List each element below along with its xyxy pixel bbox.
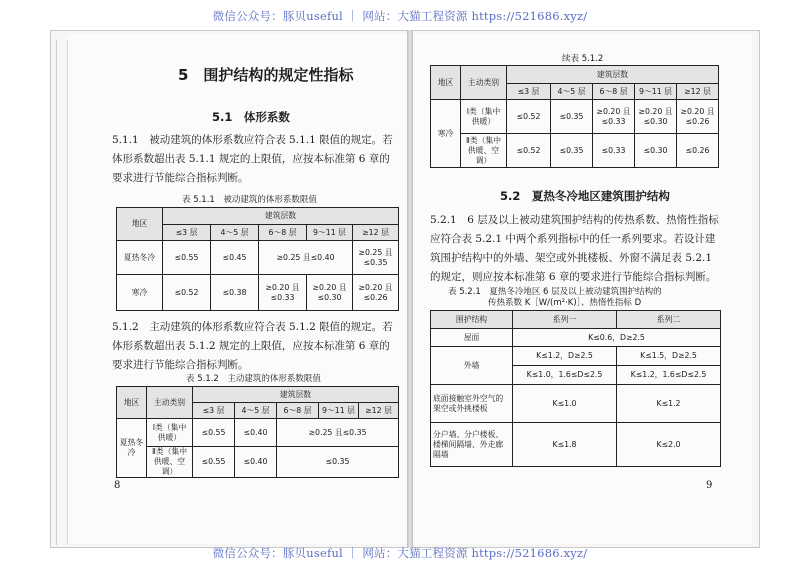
clause-5-1-1: 5.1.1 被动建筑的体形系数应符合表 5.1.1 限值的规定。若体形系数超出表 5.1.1 规定的上限值，应按本标准第 6 章的要求进行节能综合指标判断。 bbox=[112, 134, 393, 184]
col-header: 4～5 层 bbox=[551, 84, 593, 100]
table-row bbox=[431, 134, 719, 168]
table-5-1-1 bbox=[116, 207, 399, 311]
col-header: ≤3 层 bbox=[163, 225, 211, 241]
table-5-1-2-continued bbox=[430, 65, 719, 168]
clause-5-2-1: 5.2.1 6 层及以上被动建筑围护结构的传热系数、热惰性指标应符合表 5.2.1 中两个系列指标中的任一系列要求。若设计建筑围护结构中的外墙、架空或外挑楼板、外窗不满足表 5.2.1 的规定，则应按本标准第 6 章的要求进行节能综合指标判断。 bbox=[430, 214, 719, 283]
header-floors: 建筑层数 bbox=[507, 66, 719, 84]
table-cell: Ⅱ类（集中供暖、空调） bbox=[461, 134, 507, 168]
table-cell: K≤1.0 bbox=[513, 385, 617, 423]
col-header: 9～11 层 bbox=[307, 225, 353, 241]
table-caption: 表 5.2.1 夏热冬冷地区 6 层及以上被动建筑围护结构的 bbox=[448, 287, 662, 297]
col-header: 9～11 层 bbox=[635, 84, 677, 100]
col-header: ≤3 层 bbox=[507, 84, 551, 100]
col-header: ≤3 层 bbox=[193, 403, 235, 419]
table-cell: K≤1.5，D≥2.5 bbox=[617, 347, 721, 366]
table-row bbox=[117, 241, 399, 275]
table-cell: K≤1.8 bbox=[513, 423, 617, 467]
header-region: 地区 bbox=[117, 208, 163, 241]
table-cell: ≤0.45 bbox=[211, 241, 259, 275]
section-title: 5.1 体形系数 bbox=[212, 110, 290, 124]
table-cell: 分户墙、分户楼板、楼梯间隔墙、外走廊隔墙 bbox=[431, 423, 513, 467]
col-header: 6～8 层 bbox=[277, 403, 319, 419]
table-cell: 寒冷 bbox=[431, 100, 461, 168]
header-region: 地区 bbox=[431, 66, 461, 100]
header-part: 围护结构 bbox=[431, 311, 513, 329]
table-cell: 寒冷 bbox=[117, 275, 163, 311]
book-spine bbox=[407, 30, 413, 548]
col-header: ≥12 层 bbox=[677, 84, 719, 100]
table-cell: 夏热冬冷 bbox=[117, 419, 147, 478]
table-row bbox=[431, 385, 721, 423]
table-cell: ≥0.20 且≤0.30 bbox=[307, 275, 353, 311]
table-cell: ≥0.20 且≤0.26 bbox=[353, 275, 399, 311]
table-row bbox=[431, 423, 721, 467]
table-5-2-1 bbox=[430, 310, 721, 467]
table-caption-line-2: 传热系数 K［W/(m²·K)］、热惰性指标 D bbox=[488, 298, 642, 308]
table-row bbox=[117, 447, 399, 478]
clause-5-1-2: 5.1.2 主动建筑的体形系数应符合表 5.1.2 限值的规定。若体形系数超出表 5.1.2 规定的上限值，应按本标准第 6 章的要求进行节能综合指标判断。 bbox=[112, 321, 393, 371]
table-cell: ≤0.55 bbox=[163, 241, 211, 275]
table-cell: ≥0.25 且≤0.40 bbox=[259, 241, 353, 275]
table-cell: 底面接触室外空气的架空或外挑楼板 bbox=[431, 385, 513, 423]
table-cell: ≤0.38 bbox=[211, 275, 259, 311]
chapter-title: 5 围护结构的规定性指标 bbox=[178, 66, 354, 84]
header-series-2: 系列二 bbox=[617, 311, 721, 329]
col-header: 6～8 层 bbox=[593, 84, 635, 100]
header-floors: 建筑层数 bbox=[163, 208, 399, 225]
table-cell: ≤0.52 bbox=[163, 275, 211, 311]
table-cell: ≤0.26 bbox=[677, 134, 719, 168]
table-cell: K≤1.2，D≥2.5 bbox=[513, 347, 617, 366]
table-cell: ≥0.20 且≤0.30 bbox=[635, 100, 677, 134]
table-cell: ≤0.30 bbox=[635, 134, 677, 168]
table-cell: ≤0.52 bbox=[507, 134, 551, 168]
watermark-top: 微信公众号：豚贝useful ｜ 网站：大猫工程资源 https://521686.xyz/ bbox=[212, 9, 588, 23]
table-row bbox=[431, 329, 721, 347]
col-header: 4～5 层 bbox=[235, 403, 277, 419]
section-title: 5.2 夏热冬冷地区建筑围护结构 bbox=[500, 189, 670, 203]
table-cell: ≥0.20 且≤0.26 bbox=[677, 100, 719, 134]
table-cell: ≤0.40 bbox=[235, 419, 277, 447]
table-cell: ≤0.33 bbox=[593, 134, 635, 168]
table-5-1-2 bbox=[116, 386, 399, 478]
table-cell: ≤0.40 bbox=[235, 447, 277, 478]
table-cell: 外墙 bbox=[431, 347, 513, 385]
table-caption: 续表 5.1.2 bbox=[562, 54, 604, 64]
table-row bbox=[117, 275, 399, 311]
table-cell: ≤0.35 bbox=[277, 447, 399, 478]
table-cell: ≥0.25 且≤0.35 bbox=[277, 419, 399, 447]
table-cell: ≥0.20 且≤0.33 bbox=[593, 100, 635, 134]
header-type: 主动类别 bbox=[461, 66, 507, 100]
table-row bbox=[431, 100, 719, 134]
col-header: ≥12 层 bbox=[359, 403, 399, 419]
table-cell: Ⅰ类（集中供暖） bbox=[147, 419, 193, 447]
table-row bbox=[431, 347, 721, 366]
table-caption: 表 5.1.1 被动建筑的体形系数限值 bbox=[182, 195, 317, 205]
table-cell: ≤0.52 bbox=[507, 100, 551, 134]
table-cell: K≤1.2 bbox=[617, 385, 721, 423]
table-cell: 夏热冬冷 bbox=[117, 241, 163, 275]
page-number: 9 bbox=[706, 480, 713, 491]
table-cell: ≤0.35 bbox=[551, 100, 593, 134]
col-header: 6～8 层 bbox=[259, 225, 307, 241]
table-cell: ≥0.20 且≤0.33 bbox=[259, 275, 307, 311]
table-cell: K≤2.0 bbox=[617, 423, 721, 467]
table-cell: K≤0.6，D≥2.5 bbox=[513, 329, 721, 347]
header-type: 主动类别 bbox=[147, 387, 193, 419]
page-number: 8 bbox=[114, 480, 121, 491]
table-cell: ≤0.35 bbox=[551, 134, 593, 168]
table-cell: K≤1.0，1.6≤D≤2.5 bbox=[513, 366, 617, 385]
watermark-bottom: 微信公众号：豚贝useful ｜ 网站：大猫工程资源 https://521686.xyz/ bbox=[212, 546, 588, 560]
table-cell: Ⅰ类（集中供暖） bbox=[461, 100, 507, 134]
table-cell: ≤0.55 bbox=[193, 419, 235, 447]
table-cell: Ⅱ类（集中供暖、空调） bbox=[147, 447, 193, 478]
table-cell: ≥0.25 且≤0.35 bbox=[353, 241, 399, 275]
table-cell: 屋面 bbox=[431, 329, 513, 347]
header-series-1: 系列一 bbox=[513, 311, 617, 329]
table-cell: K≤1.2，1.6≤D≤2.5 bbox=[617, 366, 721, 385]
page-edges bbox=[56, 40, 68, 545]
table-cell: ≤0.55 bbox=[193, 447, 235, 478]
table-caption: 表 5.1.2 主动建筑的体形系数限值 bbox=[186, 374, 321, 384]
table-row bbox=[117, 419, 399, 447]
col-header: ≥12 层 bbox=[353, 225, 399, 241]
header-floors: 建筑层数 bbox=[193, 387, 399, 403]
col-header: 9～11 层 bbox=[319, 403, 359, 419]
col-header: 4～5 层 bbox=[211, 225, 259, 241]
header-region: 地区 bbox=[117, 387, 147, 419]
